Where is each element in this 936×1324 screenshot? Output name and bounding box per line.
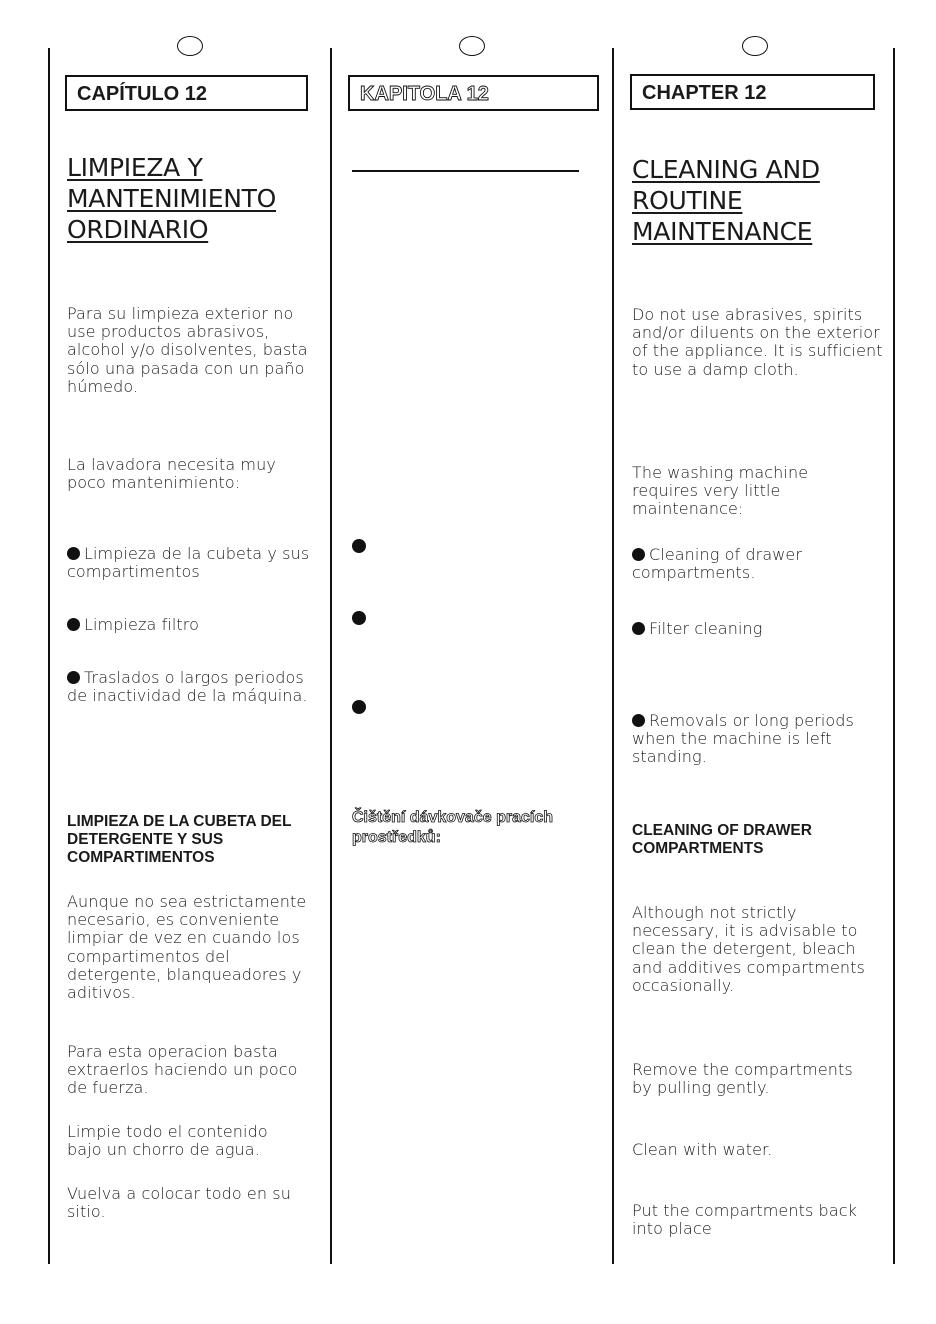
language-flag-circle-es (177, 36, 203, 56)
paragraph-remove-es: Para esta operacion basta extraerlos haciendo un poco de fuerza. (67, 1042, 298, 1098)
bullet-text-removals-en: Removals or long periods when the machine is left standing. (632, 711, 854, 767)
section-title-es-line-1: LIMPIEZA Y (67, 153, 203, 182)
chapter-label-es: CAPÍTULO 12 (77, 83, 208, 105)
bullet-dot-icon (352, 539, 366, 553)
paragraph-replace-en: Put the compartments back into place (632, 1201, 857, 1239)
bullet-text-drawer-es: Limpieza de la cubeta y sus compartimentos (67, 544, 310, 582)
bullet-dot-icon (632, 548, 645, 561)
chapter-label-en: CHAPTER 12 (642, 82, 767, 104)
bullet-dot-icon (632, 622, 645, 635)
bullet-text-drawer-en: Cleaning of drawer compartments. (632, 545, 803, 583)
bullet-dot-icon (632, 714, 645, 727)
bullet-item-filter-en (632, 620, 877, 638)
section-title-en (632, 154, 820, 247)
section-title-es (67, 152, 276, 245)
bullet-item-drawer-es (67, 545, 317, 581)
bullet-dot-icon (67, 618, 80, 631)
chapter-box-cz (348, 75, 599, 111)
section-title-es-line-2: MANTENIMIENTO (67, 184, 277, 213)
paragraph-remove-en: Remove the compartments by pulling gently. (632, 1060, 853, 1098)
paragraph-replace-es: Vuelva a colocar todo en su sitio. (67, 1184, 291, 1222)
paragraph-although-es: Aunque no sea estrictamente necesario, es conveniente limpiar de vez en cuando los compartimentos del detergente, blanqueadores y aditivos. (67, 892, 307, 1003)
chapter-label-cz: KAPITOLA 12 (360, 83, 489, 105)
bullet-text-removals-es: Traslados o largos periodos de inactividad de la máquina. (67, 668, 308, 706)
bullet-item-removals-en (632, 712, 884, 767)
language-flag-circle-en (742, 36, 768, 56)
chapter-box-en (630, 74, 875, 110)
chapter-box-es (65, 75, 308, 111)
bullet-item-filter-es (67, 616, 317, 634)
bullet-text-filter-es: Limpieza filtro (84, 615, 199, 634)
heading-drawer-cleaning-es: LIMPIEZA DE LA CUBETA DEL DETERGENTE Y SUS COMPARTIMENTOS (67, 813, 292, 866)
heading-drawer-cleaning-cz: Čištění dávkovače pracích prostředků: (352, 809, 553, 846)
column-divider-mid-left (330, 48, 332, 1264)
paragraph-maintenance-es: La lavadora necesita muy poco mantenimiento: (67, 455, 276, 493)
section-title-en-line-3: MAINTENANCE (632, 217, 813, 246)
column-divider-right (893, 48, 895, 1264)
bullet-item-drawer-en (632, 546, 877, 582)
column-divider-mid-right (612, 48, 614, 1264)
bullet-dot-icon (352, 611, 366, 625)
paragraph-clean-en: Clean with water. (632, 1140, 773, 1159)
paragraph-clean-es: Limpie todo el contenido bajo un chorro de agua. (67, 1122, 268, 1160)
bullet-text-filter-en: Filter cleaning (649, 619, 763, 638)
section-title-rule-cz (352, 170, 579, 172)
paragraph-exterior-es: Para su limpieza exterior no use productos abrasivos, alcohol y/o disolventes, basta sólo una pasada con un paño húmedo. (67, 304, 308, 396)
bullet-dot-icon (67, 671, 80, 684)
bullet-dot-icon (352, 700, 366, 714)
section-title-en-line-2: ROUTINE (632, 186, 743, 215)
paragraph-exterior-en: Do not use abrasives, spirits and/or diluents on the exterior of the appliance. It is sufficient to use a damp cloth. (632, 305, 883, 379)
paragraph-although-en: Although not strictly necessary, it is advisable to clean the detergent, bleach and additives compartments occasionally. (632, 903, 865, 995)
heading-drawer-cleaning-en: CLEANING OF DRAWER COMPARTMENTS (632, 822, 812, 857)
paragraph-maintenance-en: The washing machine requires very little maintenance: (632, 463, 809, 519)
language-flag-circle-cz (459, 36, 485, 56)
bullet-dot-icon (67, 547, 80, 560)
column-divider-left (48, 48, 50, 1264)
section-title-es-line-3: ORDINARIO (67, 215, 209, 244)
bullet-item-removals-es (67, 669, 317, 705)
section-title-en-line-1: CLEANING AND (632, 155, 820, 184)
